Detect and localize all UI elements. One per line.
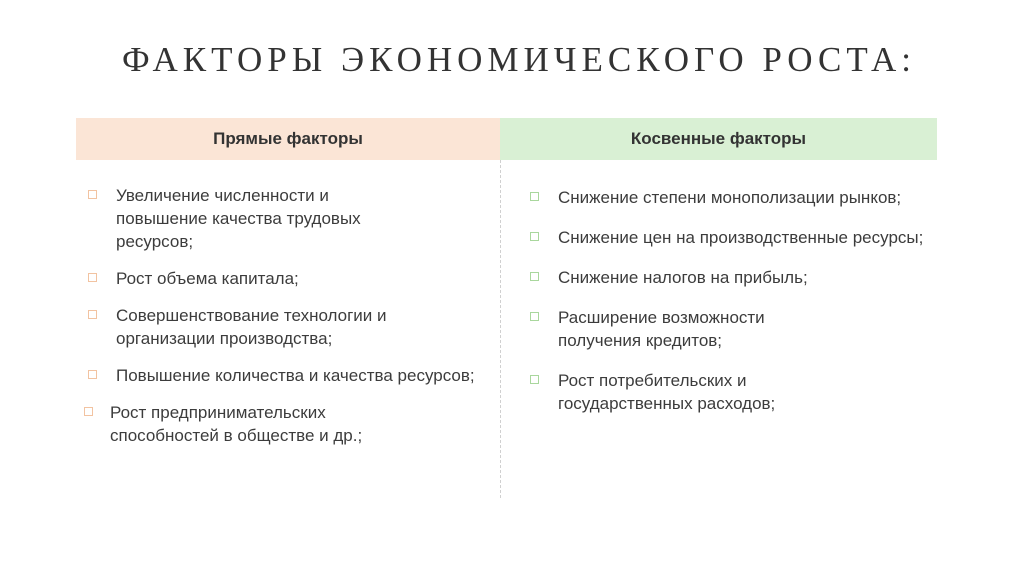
list-item-text: Расширение возможности получения кредитов; <box>558 308 765 350</box>
square-bullet-icon <box>88 310 97 319</box>
list-item <box>86 364 486 387</box>
list-item-text: Совершенствование технологии и организации производства; <box>116 306 387 348</box>
list-item-text: Снижение цен на производственные ресурсы; <box>558 228 924 247</box>
list-item-text: Снижение налогов на прибыль; <box>558 268 808 287</box>
list-item <box>86 401 410 447</box>
list-item <box>528 369 858 415</box>
list-item-text: Рост предпринимательских способностей в обществе и др.; <box>110 403 363 445</box>
square-bullet-icon <box>530 312 539 321</box>
indirect-factors-header: Косвенные факторы <box>500 118 937 160</box>
list-item-text: Снижение степени монополизации рынков; <box>558 188 902 207</box>
square-bullet-icon <box>530 375 539 384</box>
square-bullet-icon <box>530 232 539 241</box>
square-bullet-icon <box>88 370 97 379</box>
list-item <box>86 184 416 253</box>
square-bullet-icon <box>530 272 539 281</box>
direct-factors-list <box>86 184 486 461</box>
list-item <box>528 226 938 249</box>
list-item <box>86 267 486 290</box>
direct-factors-header: Прямые факторы <box>76 118 500 160</box>
list-item-text: Повышение количества и качества ресурсов; <box>116 366 475 385</box>
list-item <box>528 186 928 209</box>
column-divider <box>500 160 501 498</box>
list-item-text: Увеличение численности и повышение качества трудовых ресурсов; <box>116 186 361 251</box>
square-bullet-icon <box>88 273 97 282</box>
square-bullet-icon <box>84 407 93 416</box>
list-item-text: Рост потребительских и государственных расходов; <box>558 371 776 413</box>
list-item <box>528 266 928 289</box>
indirect-factors-list <box>528 186 928 432</box>
list-item <box>86 304 466 350</box>
list-item <box>528 306 838 352</box>
list-item-text: Рост объема капитала; <box>116 269 299 288</box>
page-title: ФАКТОРЫ ЭКОНОМИЧЕСКОГО РОСТА: <box>122 40 916 79</box>
square-bullet-icon <box>88 190 97 199</box>
square-bullet-icon <box>530 192 539 201</box>
